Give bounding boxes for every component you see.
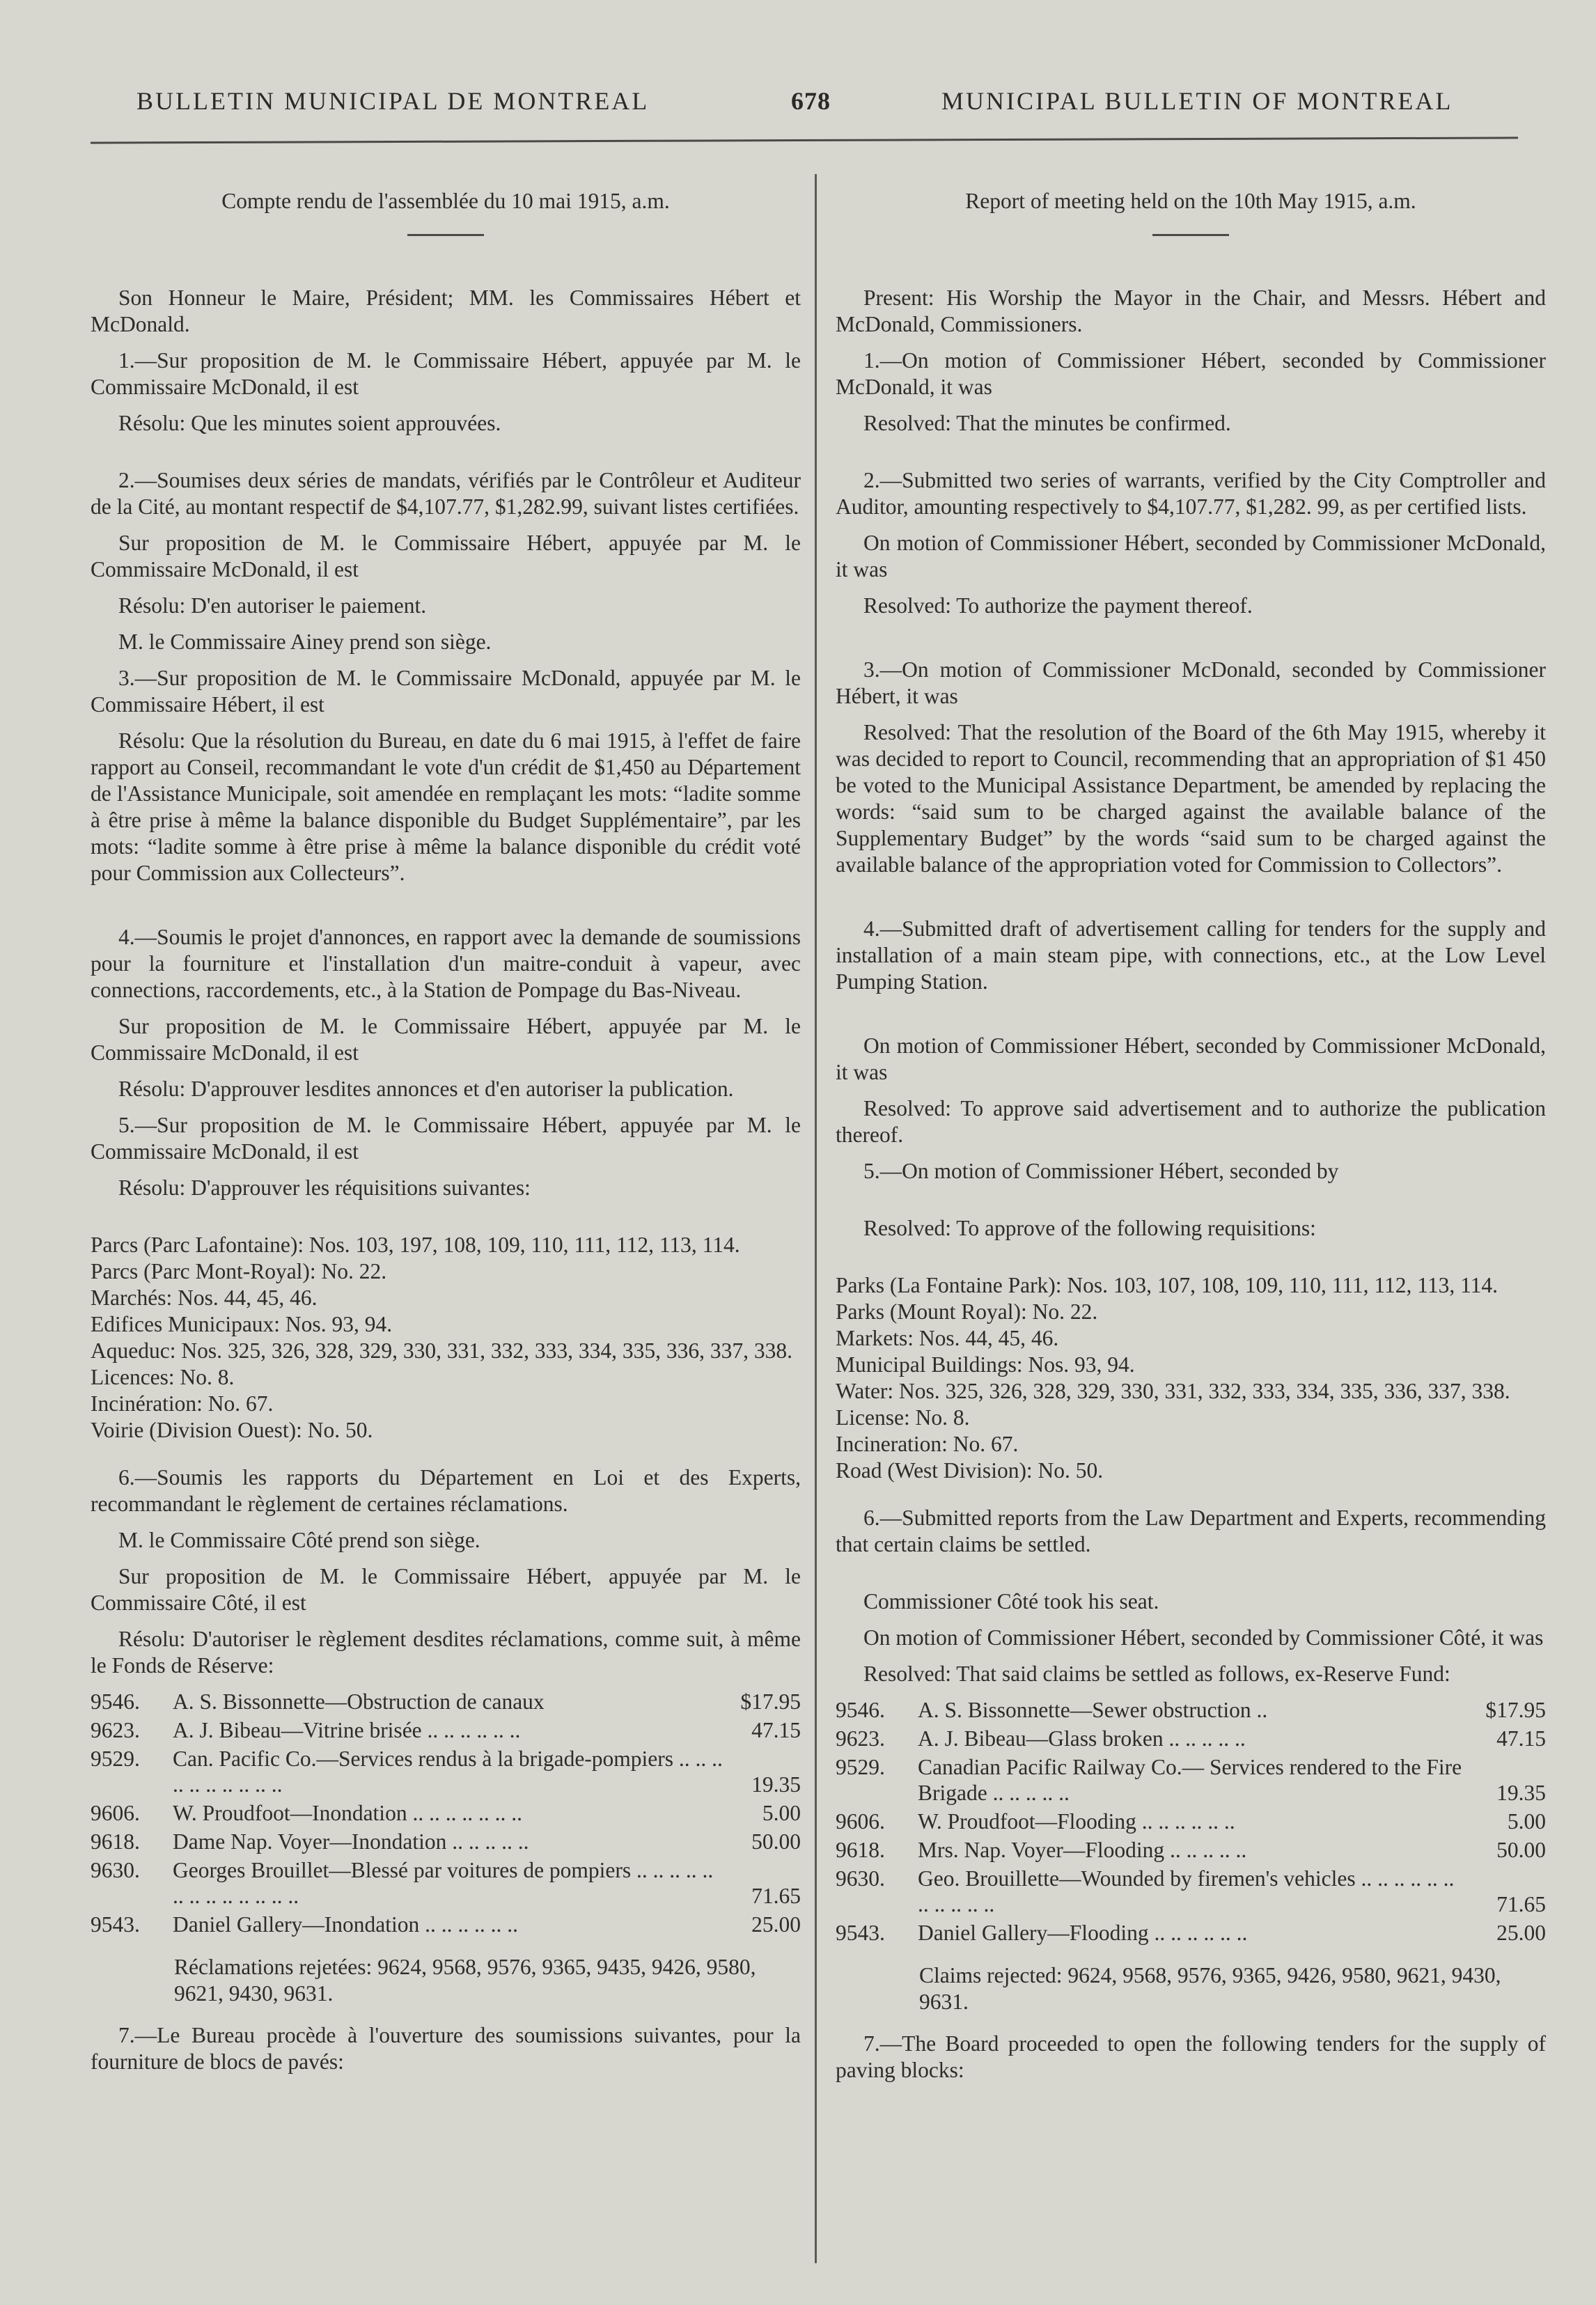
en-item-7: 7.—The Board proceeded to open the following tenders for the supply of paving blocks: (836, 2031, 1546, 2082)
claim-amount: 19.35 (1496, 1781, 1546, 1805)
claim-amount: 47.15 (751, 1718, 801, 1742)
claim-number: 9606. (836, 1809, 885, 1834)
fr-item-2-seat: M. le Commissaire Ainey prend son siège. (118, 630, 492, 654)
claim-amount: 50.00 (751, 1829, 801, 1854)
claim-number: 9546. (836, 1698, 885, 1722)
en-claims-rejected: Claims rejected: 9624, 9568, 9576, 9365, 9426, 9580, 9621, 9430, 9631. (919, 1963, 1501, 2014)
en-item-3: 3.—On motion of Commissioner McDonald, seconded by Commissioner Hébert, it was (836, 657, 1546, 708)
claim-amount: $17.95 (1485, 1698, 1546, 1722)
table-row (91, 1746, 801, 1800)
fr-requisition: Parcs (Parc Mont-Royal): No. 22. (91, 1259, 387, 1283)
fr-item-6: 6.—Soumis les rapports du Département en Loi et des Experts, recommandant le règlement de certaines réclamations. (91, 1465, 801, 1516)
en-requisition: License: No. 8. (836, 1405, 970, 1430)
fr-item-2: 2.—Soumises deux séries de mandats, vérifiés par le Contrôleur et Auditeur de la Cité, au montant respectif de $4,107.77, $1,282.99, suivant listes certifiées. (91, 468, 801, 519)
fr-requisition: Marchés: Nos. 44, 45, 46. (91, 1286, 318, 1310)
fr-title-rule (407, 234, 484, 236)
fr-item-1-resolved: Résolu: Que les minutes soient approuvées. (118, 411, 501, 435)
header-rule (91, 136, 1518, 143)
en-present: Present: His Worship the Mayor in the Chair, and Messrs. Hébert and McDonald, Commissioners. (836, 286, 1546, 336)
claim-amount: 25.00 (751, 1912, 801, 1937)
en-requisition: Markets: Nos. 44, 45, 46. (836, 1326, 1059, 1350)
fr-requisition: Parcs (Parc Lafontaine): Nos. 103, 197, 108, 109, 110, 111, 112, 113, 114. (91, 1233, 740, 1257)
en-requisition: Parks (Mount Royal): No. 22. (836, 1299, 1098, 1324)
claim-amount: $17.95 (740, 1689, 801, 1714)
en-claims-table (836, 1697, 1546, 1948)
en-item-5: 5.—On motion of Commissioner Hébert, seconded by (863, 1159, 1339, 1183)
table-row (91, 1857, 801, 1912)
fr-requisition: Incinération: No. 67. (91, 1391, 274, 1416)
claim-amount: 71.65 (1496, 1892, 1546, 1916)
fr-present: Son Honneur le Maire, Président; MM. les Commissaires Hébert et McDonald. (91, 286, 801, 336)
claim-description: W. Proudfoot—Flooding .. .. .. .. .. .. (918, 1809, 1235, 1834)
french-column (91, 188, 801, 2085)
claim-number: 9618. (91, 1829, 140, 1854)
en-item-6-seat: Commissioner Côté took his seat. (863, 1589, 1159, 1614)
claim-number: 9529. (91, 1747, 140, 1771)
en-requisition: Incineration: No. 67. (836, 1432, 1019, 1456)
table-row (91, 1689, 801, 1717)
table-row (836, 1808, 1546, 1837)
en-item-4-motion: On motion of Commissioner Hébert, seconded by Commissioner McDonald, it was (836, 1033, 1546, 1084)
claim-amount: 19.35 (751, 1772, 801, 1797)
claim-description: Daniel Gallery—Flooding .. .. .. .. .. .. (918, 1921, 1248, 1945)
fr-item-5-resolved: Résolu: D'approuver les réquisitions suivantes: (118, 1175, 531, 1200)
fr-claims-rejected: Réclamations rejetées: 9624, 9568, 9576, 9365, 9435, 9426, 9580, 9621, 9430, 9631. (174, 1955, 756, 2006)
fr-requisition: Voirie (Division Ouest): No. 50. (91, 1418, 373, 1442)
table-row (836, 1754, 1546, 1808)
claim-description: A. J. Bibeau—Glass broken .. .. .. .. .. (918, 1726, 1246, 1751)
header-right-title: MUNICIPAL BULLETIN OF MONTREAL (941, 87, 1453, 115)
en-item-1-resolved: Resolved: That the minutes be confirmed. (863, 411, 1231, 435)
en-item-2: 2.—Submitted two series of warrants, verified by the City Comptroller and Auditor, amounting respectively to $4,107.77, $1,282. 99, as per certified lists. (836, 468, 1546, 519)
fr-item-6-seat: M. le Commissaire Côté prend son siège. (118, 1528, 480, 1552)
fr-item-6-motion: Sur proposition de M. le Commissaire Hébert, appuyée par M. le Commissaire Côté, il est (91, 1564, 801, 1615)
page-number: 678 (791, 87, 831, 115)
en-title-rule (1152, 234, 1229, 236)
table-row (91, 1717, 801, 1746)
claim-amount: 50.00 (1496, 1838, 1546, 1862)
fr-item-2-resolved: Résolu: D'en autoriser le paiement. (118, 593, 427, 618)
claim-description: Dame Nap. Voyer—Inondation .. .. .. .. .. (173, 1829, 529, 1854)
fr-item-2-motion: Sur proposition de M. le Commissaire Hébert, appuyée par M. le Commissaire McDonald, il est (91, 531, 801, 581)
en-item-5-resolved: Resolved: To approve of the following requisitions: (863, 1216, 1316, 1240)
claim-description: Mrs. Nap. Voyer—Flooding .. .. .. .. .. (918, 1838, 1247, 1862)
table-row (91, 1912, 801, 1940)
en-requisition: Road (West Division): No. 50. (836, 1458, 1104, 1483)
header-left-title: BULLETIN MUNICIPAL DE MONTREAL (136, 87, 650, 115)
claim-description: Geo. Brouillette—Wounded by firemen's vehicles .. .. .. .. .. .. .. .. .. .. .. (918, 1866, 1455, 1916)
fr-item-4-motion: Sur proposition de M. le Commissaire Hébert, appuyée par M. le Commissaire McDonald, il est (91, 1014, 801, 1065)
fr-requisition: Edifices Municipaux: Nos. 93, 94. (91, 1312, 393, 1336)
claim-amount: 71.65 (751, 1884, 801, 1908)
claim-amount: 25.00 (1496, 1921, 1546, 1945)
table-row (836, 1866, 1546, 1920)
fr-item-3-resolved: Résolu: Que la résolution du Bureau, en date du 6 mai 1915, à l'effet de faire rapport au Conseil, recommandant le vote d'un crédit de $1,450 au Département de l'Assistance Municipale, soit amendée en remplaçant les mots: “ladite somme à être prise à même la balance disponible du Budget Supplémentaire”, par les mots: “ladite somme à être prise à même la balance disponible du crédit voté pour Commission aux Collecteurs”. (91, 728, 801, 885)
fr-item-1: 1.—Sur proposition de M. le Commissaire Hébert, appuyée par M. le Commissaire McDonald, il est (91, 348, 801, 399)
fr-requisition: Licences: No. 8. (91, 1365, 235, 1389)
fr-requisition: Aqueduc: Nos. 325, 326, 328, 329, 330, 331, 332, 333, 334, 335, 336, 337, 338. (91, 1338, 792, 1363)
table-row (836, 1920, 1546, 1948)
table-row (836, 1726, 1546, 1754)
en-item-1: 1.—On motion of Commissioner Hébert, seconded by Commissioner McDonald, it was (836, 348, 1546, 399)
fr-item-5: 5.—Sur proposition de M. le Commissaire Hébert, appuyée par M. le Commissaire McDonald, il est (91, 1113, 801, 1164)
en-item-4: 4.—Submitted draft of advertisement calling for tenders for the supply and installation of a main steam pipe, with connections, etc., at the Low Level Pumping Station. (836, 916, 1546, 994)
en-item-4-resolved: Resolved: To approve said advertisement and to authorize the publication thereof. (836, 1096, 1546, 1147)
claim-number: 9543. (91, 1912, 140, 1937)
english-column (836, 188, 1546, 2093)
claim-description: W. Proudfoot—Inondation .. .. .. .. .. .. .. (173, 1801, 522, 1825)
en-item-2-motion: On motion of Commissioner Hébert, seconded by Commissioner McDonald, it was (836, 531, 1546, 581)
en-item-3-resolved: Resolved: That the resolution of the Board of the 6th May 1915, whereby it was decided to report to Council, recommending that an appropriation of $1 450 be voted to the Municipal Assistance Department, be amended by replacing the words: “said sum to be charged against the available balance of the Supplementary Budget” by the words “said sum to be charged against the available balance of the appropriation voted for Commission to Collectors”. (836, 720, 1546, 877)
claim-amount: 47.15 (1496, 1726, 1546, 1751)
fr-item-3: 3.—Sur proposition de M. le Commissaire McDonald, appuyée par M. le Commissaire Hébert, il est (91, 666, 801, 717)
fr-item-6-resolved: Résolu: D'autoriser le règlement desdites réclamations, comme suit, à même le Fonds de Réserve: (91, 1627, 801, 1678)
claim-number: 9630. (836, 1866, 885, 1891)
en-requisition: Parks (La Fontaine Park): Nos. 103, 107, 108, 109, 110, 111, 112, 113, 114. (836, 1273, 1499, 1297)
claim-description: A. S. Bissonnette—Obstruction de canaux (173, 1689, 545, 1714)
en-requisition: Water: Nos. 325, 326, 328, 329, 330, 331, 332, 333, 334, 335, 336, 337, 338. (836, 1379, 1510, 1403)
claim-amount: 5.00 (1507, 1809, 1546, 1834)
en-item-2-resolved: Resolved: To authorize the payment thereof. (863, 593, 1253, 618)
en-item-6-motion: On motion of Commissioner Hébert, seconded by Commissioner Côté, it was (863, 1625, 1544, 1650)
en-requisition: Municipal Buildings: Nos. 93, 94. (836, 1352, 1135, 1377)
claim-description: Canadian Pacific Railway Co.— Services rendered to the Fire Brigade .. .. .. .. .. (918, 1755, 1462, 1805)
claim-description: Georges Brouillet—Blessé par voitures de pompiers .. .. .. .. .. .. .. .. .. .. .. .. .. (173, 1858, 714, 1908)
fr-title: Compte rendu de l'assemblée du 10 mai 1915, a.m. (221, 189, 670, 213)
claim-number: 9543. (836, 1921, 885, 1945)
fr-item-4-resolved: Résolu: D'approuver lesdites annonces et d'en autoriser la publication. (118, 1077, 734, 1101)
claim-description: Can. Pacific Co.—Services rendus à la brigade-pompiers .. .. .. .. .. .. .. .. .. .. (173, 1747, 723, 1797)
claim-description: A. J. Bibeau—Vitrine brisée .. .. .. .. .. .. (173, 1718, 521, 1742)
table-row (91, 1829, 801, 1857)
claim-number: 9623. (836, 1726, 885, 1751)
en-title: Report of meeting held on the 10th May 1915, a.m. (965, 189, 1416, 213)
claim-description: A. S. Bissonnette—Sewer obstruction .. (918, 1698, 1268, 1722)
claim-number: 9546. (91, 1689, 140, 1714)
claim-number: 9630. (91, 1858, 140, 1882)
table-row (836, 1697, 1546, 1726)
fr-item-7: 7.—Le Bureau procède à l'ouverture des soumissions suivantes, pour la fourniture de blocs de pavés: (91, 2023, 801, 2074)
claim-number: 9529. (836, 1755, 885, 1779)
fr-item-4: 4.—Soumis le projet d'annonces, en rapport avec la demande de soumissions pour la fourniture et l'installation d'un maitre-conduit à vapeur, avec connections, raccordements, etc., à la Station de Pompage du Bas-Niveau. (91, 925, 801, 1002)
table-row (836, 1837, 1546, 1866)
table-row (91, 1800, 801, 1829)
en-item-6-resolved: Resolved: That said claims be settled as follows, ex-Reserve Fund: (863, 1662, 1450, 1686)
en-item-6: 6.—Submitted reports from the Law Department and Experts, recommending that certain claims be settled. (836, 1506, 1546, 1556)
claim-amount: 5.00 (762, 1801, 801, 1825)
column-divider (815, 174, 817, 2263)
claim-number: 9606. (91, 1801, 140, 1825)
fr-claims-table (91, 1689, 801, 1940)
claim-number: 9623. (91, 1718, 140, 1742)
claim-number: 9618. (836, 1838, 885, 1862)
claim-description: Daniel Gallery—Inondation .. .. .. .. .. .. (173, 1912, 519, 1937)
